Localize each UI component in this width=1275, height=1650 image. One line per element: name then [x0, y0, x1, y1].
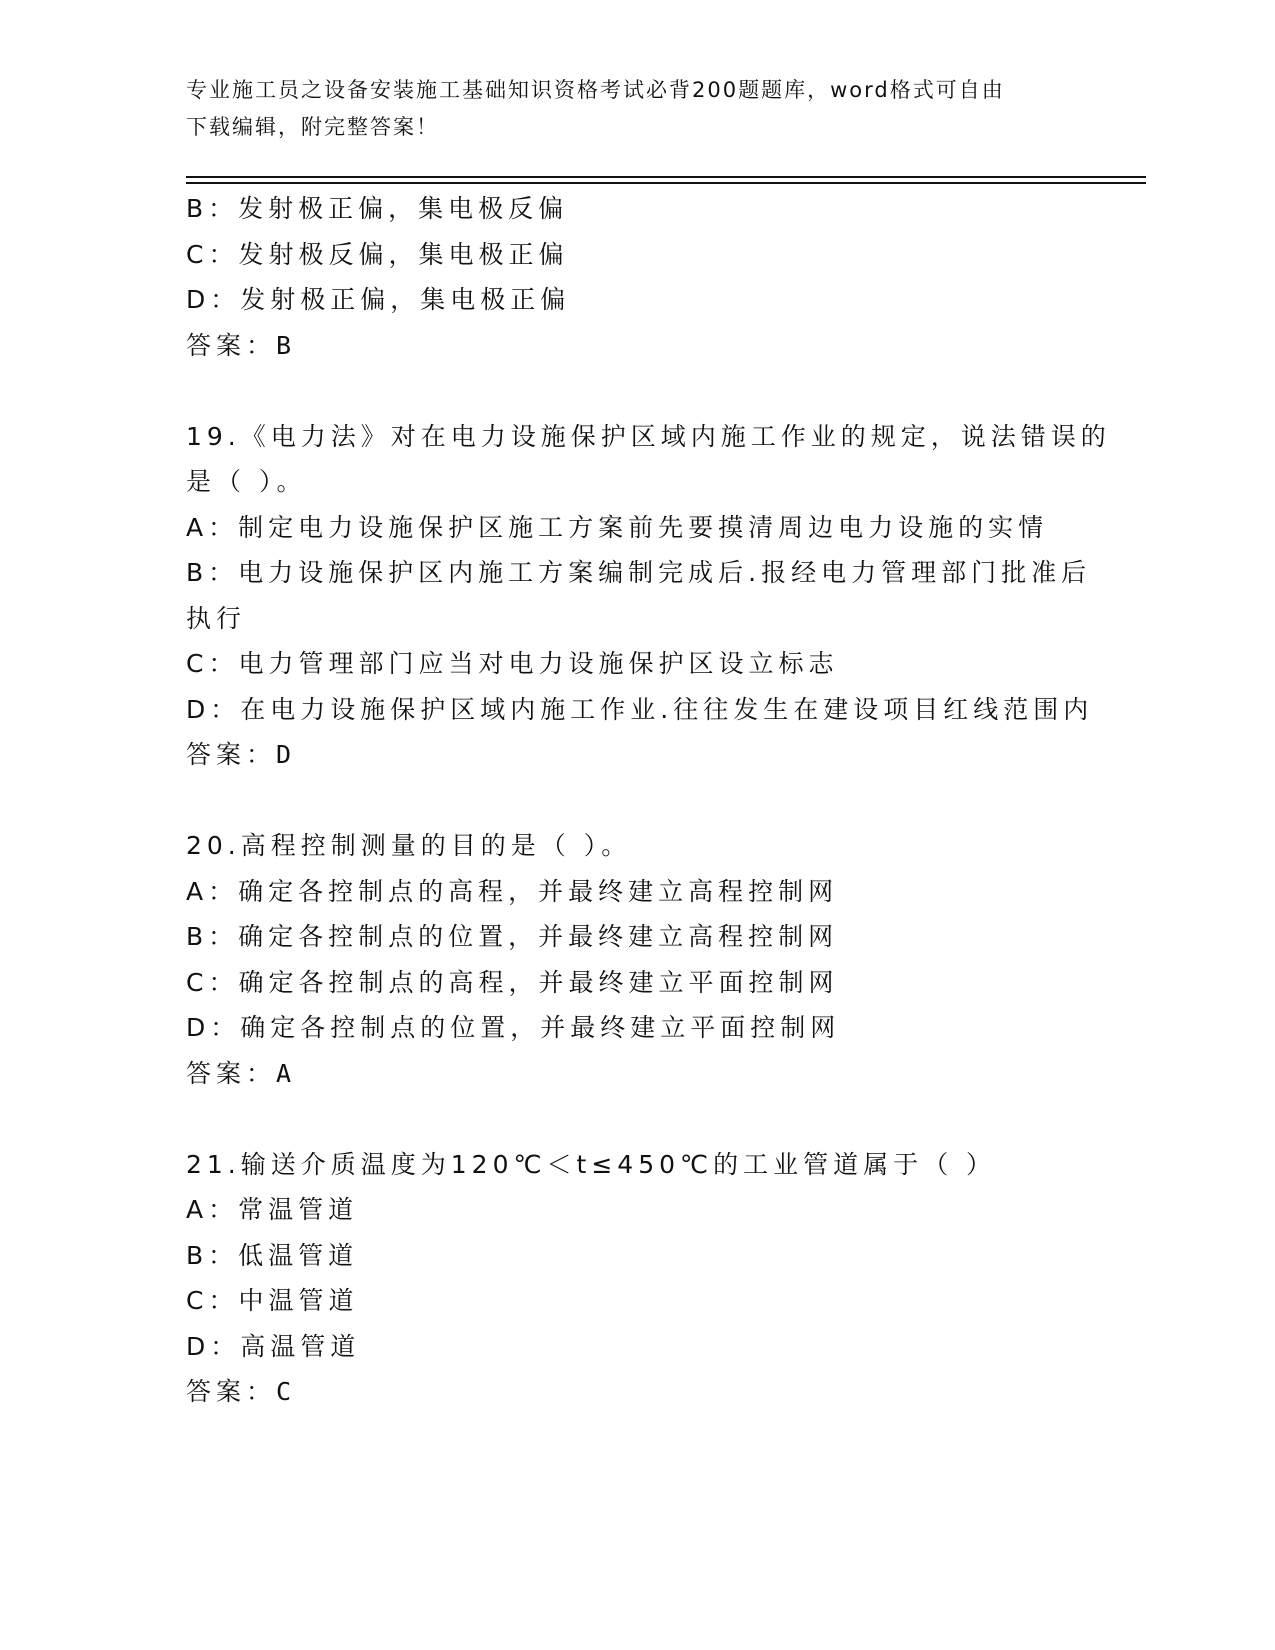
question-20 — [186, 823, 1086, 1096]
q19-stem-line-2: 是（ ）。 — [186, 467, 307, 496]
q18-option-d: D：发射极正偏，集电极正偏 — [186, 285, 571, 314]
q19-answer-value: D — [276, 740, 297, 769]
q19-option-d: D：在电力设施保护区域内施工作业.往往发生在建设项目红线范围内 — [186, 694, 1094, 724]
header-title-line-2: 下载编辑，附完整答案！ — [186, 115, 439, 139]
q19-option-a: A：制定电力设施保护区施工方案前先要摸清周边电力设施的实情 — [186, 512, 1049, 542]
question-19 — [186, 414, 1111, 778]
q20-answer — [186, 1051, 1086, 1097]
q19-answer — [186, 732, 1086, 778]
question-spacer — [186, 368, 1086, 414]
q20-option-b: B：确定各控制点的位置，并最终建立高程控制网 — [186, 922, 839, 951]
q21-option-c: C：中温管道 — [186, 1286, 359, 1315]
question-spacer — [186, 778, 1086, 824]
q21-option-a: A：常温管道 — [186, 1195, 359, 1224]
header-rule-bottom — [186, 182, 1146, 184]
q20-stem: 20.高程控制测量的目的是（ ）。 — [186, 831, 632, 860]
question-21 — [186, 1142, 1086, 1415]
header-title-line-1: 专业施工员之设备安装施工基础知识资格考试必背200题题库，word格式可自由 — [186, 78, 1005, 102]
q19-option-b-line-2: 执行 — [186, 603, 247, 633]
question-content — [186, 186, 1111, 1415]
q20-option-d: D：确定各控制点的位置，并最终建立平面控制网 — [186, 1013, 841, 1042]
question-spacer — [186, 1096, 1086, 1142]
q21-stem: 21.输送介质温度为120℃＜t≤450℃的工业管道属于（ ） — [186, 1149, 997, 1179]
q18-option-b: B：发射极正偏，集电极反偏 — [186, 194, 569, 223]
q18-answer — [186, 323, 1086, 369]
q18-answer-label: 答案： — [186, 330, 277, 360]
document-header — [186, 72, 1086, 146]
q21-answer — [186, 1369, 1086, 1415]
q20-option-c: C：确定各控制点的高程，并最终建立平面控制网 — [186, 967, 839, 997]
q20-option-a: A：确定各控制点的高程，并最终建立高程控制网 — [186, 876, 839, 906]
q19-option-b-line-1: B：电力设施保护区内施工方案编制完成后.报经电力管理部门批准后 — [186, 558, 1092, 587]
q21-answer-value: C — [276, 1377, 297, 1406]
q18-answer-value: B — [276, 330, 297, 360]
q21-option-b: B：低温管道 — [186, 1240, 359, 1270]
q20-answer-label: 答案： — [186, 1058, 277, 1088]
q19-option-c: C：电力管理部门应当对电力设施保护区设立标志 — [186, 649, 839, 678]
q21-option-d: D：高温管道 — [186, 1331, 361, 1361]
q21-answer-label: 答案： — [186, 1377, 277, 1406]
q19-stem-line-1: 19.《电力法》对在电力设施保护区域内施工作业的规定，说法错误的 — [186, 421, 1111, 451]
q18-option-c: C：发射极反偏，集电极正偏 — [186, 239, 569, 269]
q20-answer-value: A — [276, 1058, 297, 1088]
q19-answer-label: 答案： — [186, 740, 277, 769]
question-18 — [186, 186, 1086, 368]
header-rule-top — [186, 176, 1146, 178]
